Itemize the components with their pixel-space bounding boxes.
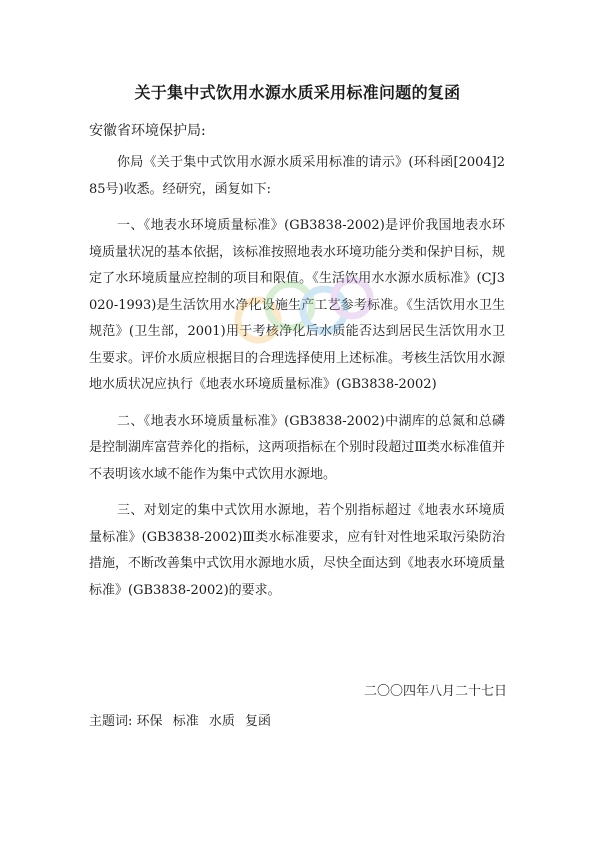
paragraph-item-3: 三、对划定的集中式饮用水源地，若个别指标超过《地表水环境质量标准》(GB3838-2002)Ⅲ类水标准要求，应有针对性地采取污染防治措施，不断改善集中式饮用水源地水质，尽快全面达到《地表水环境质量标准》(GB3838-2002)的要求。 (89, 503, 506, 598)
subject-term: 环保 (136, 714, 163, 729)
paragraph-item-2: 二、《地表水环境质量标准》(GB3838-2002)中湖库的总氮和总磷是控制湖库富营养化的指标，这两项指标在个别时段超过Ⅲ类水标准值并不表明该水域不能作为集中式饮用水源地。 (89, 413, 505, 482)
subject-term: 水质 (208, 714, 235, 729)
document-body (89, 150, 505, 614)
paragraph-intro: 你局《关于集中式饮用水源水质采用标准的请示》(环科函[2004]285号)收悉。经研究，函复如下: (89, 155, 505, 197)
subject-term: 复函 (245, 714, 272, 729)
subject-term: 标准 (172, 714, 199, 729)
addressee: 安徽省环境保护局: (89, 123, 206, 139)
paragraph-item-1: 一、《地表水环境质量标准》(GB3838-2002)是评价我国地表水环境质量状况的基本依据，该标准按照地表水环境功能分类和保护目标，规定了水环境质量应控制的项目和限值。《生活饮用水水源水质标准》(CJ3020-1993)是生活饮用水净化设施生产工艺参考标准。《生活饮用水卫生规范》(卫生部，2001)用于考核净化后水质能否达到居民生活饮用水卫生要求。评价水质应根据目的合理选择使用上述标准。考核生活饮用水源地水质状况应执行《地表水环境质量标准》(GB3838-2002) (89, 218, 506, 392)
subject-keywords (89, 710, 271, 729)
document-title: 关于集中式饮用水源水质采用标准问题的复函 (134, 83, 461, 102)
subject-label: 主题词: (89, 714, 133, 729)
document-date: 二〇〇四年八月二十七日 (363, 684, 507, 699)
